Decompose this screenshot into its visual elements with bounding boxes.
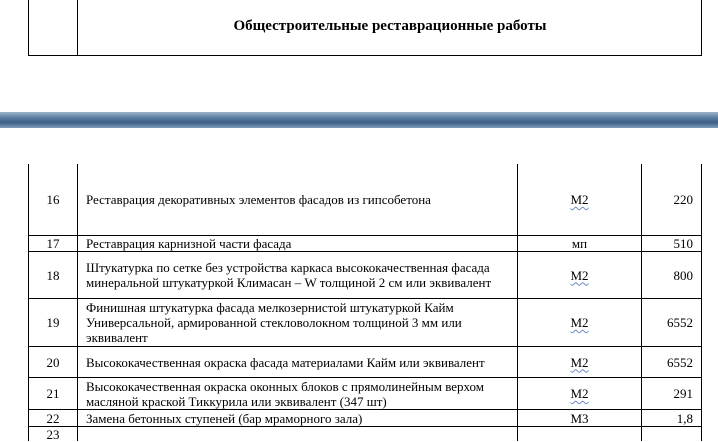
row-number: 19 bbox=[29, 299, 78, 346]
row-number: 18 bbox=[29, 252, 78, 298]
table-row bbox=[29, 236, 701, 252]
page-separator bbox=[0, 112, 718, 128]
work-name: Штукатурка по сетке без устройства каркаса высококачественная фасада минеральной штукатуркой Климасан – W толщиной 2 см или эквивалент bbox=[78, 252, 518, 298]
section-title: Общестроительные реставрационные работы bbox=[233, 18, 547, 34]
unit-cell: М2 bbox=[518, 252, 642, 298]
table-row bbox=[29, 427, 701, 441]
work-name: Высококачественная окраска оконных блоков с прямолинейным верхом масляной краской Тиккурила или эквивалент (347 шт) bbox=[78, 378, 518, 409]
header-number-cell bbox=[29, 0, 78, 55]
row-number: 21 bbox=[29, 378, 78, 409]
works-table bbox=[28, 164, 702, 441]
table-row bbox=[29, 410, 701, 427]
quantity-cell: 220 bbox=[673, 192, 693, 207]
row-number: 17 bbox=[29, 236, 78, 251]
quantity-cell: 6552 bbox=[667, 315, 693, 330]
table-row bbox=[29, 299, 701, 347]
row-number: 22 bbox=[29, 410, 78, 426]
table-row bbox=[29, 164, 701, 236]
work-name: Финишная штукатурка фасада мелкозернистой штукатуркой Кайм Универсальной, армированной стекловолокном толщиной 3 мм или эквивалент bbox=[78, 299, 518, 346]
quantity-cell: 6552 bbox=[667, 354, 693, 370]
quantity-cell: 800 bbox=[673, 267, 693, 283]
quantity-cell: 510 bbox=[673, 236, 693, 251]
unit-cell: М2 bbox=[518, 164, 642, 235]
table-row bbox=[29, 378, 701, 410]
unit-cell: М2 bbox=[518, 347, 642, 377]
quantity-cell bbox=[642, 427, 701, 441]
unit-cell: М3 bbox=[518, 410, 642, 426]
table-row bbox=[29, 252, 701, 299]
unit-cell: мп bbox=[518, 236, 642, 251]
work-name: Реставрация декоративных элементов фасадов из гипсобетона bbox=[78, 164, 518, 235]
work-name: Высококачественная окраска фасада материалами Кайм или эквивалент bbox=[78, 347, 518, 377]
row-number: 23 bbox=[29, 427, 78, 441]
work-name: Замена бетонных ступеней (бар мраморного зала) bbox=[78, 410, 518, 426]
quantity-cell: 1,8 bbox=[676, 410, 693, 426]
row-number: 20 bbox=[29, 347, 78, 377]
work-name bbox=[78, 427, 518, 441]
unit-cell bbox=[518, 427, 642, 441]
section-header-table bbox=[28, 0, 702, 56]
row-number: 16 bbox=[29, 164, 78, 235]
table-row bbox=[29, 347, 701, 378]
unit-cell: М2 bbox=[518, 299, 642, 346]
work-name: Реставрация карнизной части фасада bbox=[78, 236, 518, 251]
unit-cell: М2 bbox=[518, 378, 642, 409]
quantity-cell: 291 bbox=[673, 386, 693, 401]
